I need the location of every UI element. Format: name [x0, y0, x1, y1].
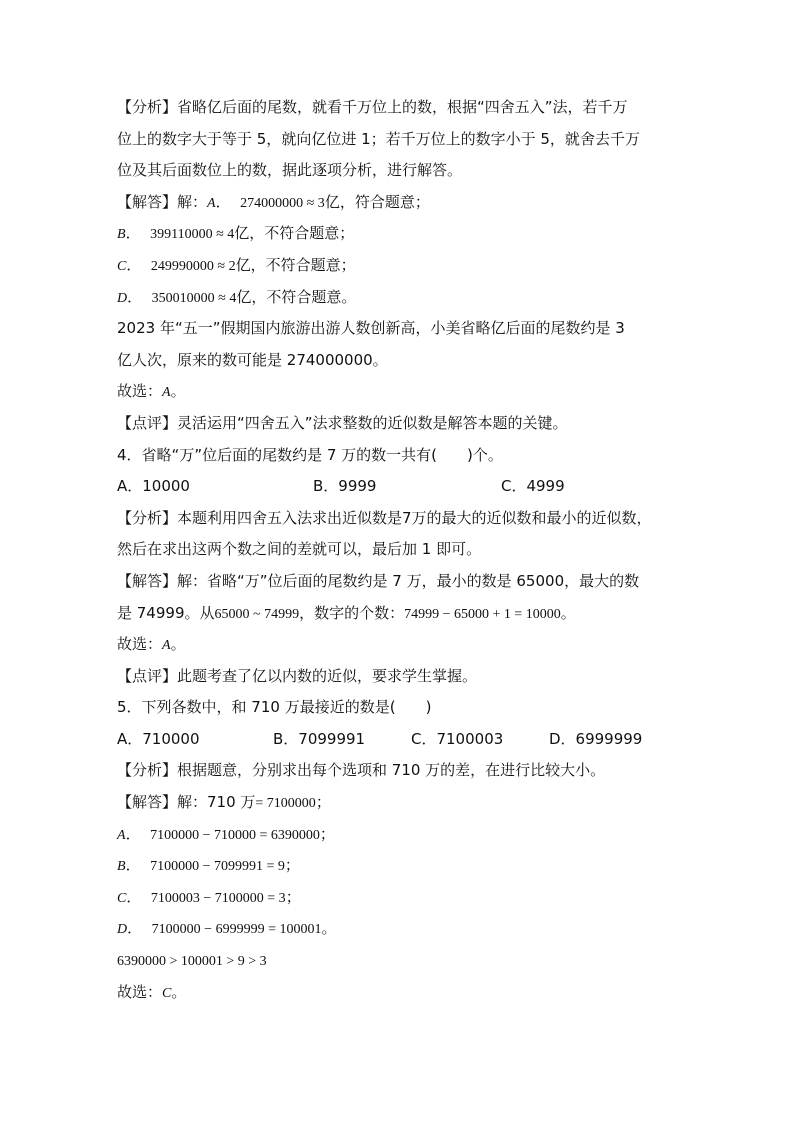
- q5-option-c[interactable]: C．7100003: [411, 729, 504, 748]
- q3-summary-1: 2023 年“五一”假期国内旅游出游人数创新高，小美省略亿后面的尾数约是 3: [117, 319, 625, 338]
- q5-diff-d: D． 7100000 − 6999999 = 100001。: [117, 919, 337, 938]
- q4-analysis-1: 【分析】本题利用四舍五入法求出近似数是7万的最大的近似数和最小的近似数，: [117, 508, 652, 527]
- q4-comment: 【点评】此题考查了亿以内数的近似，要求学生掌握。: [117, 666, 478, 685]
- analysis-line-3: 位及其后面数位上的数，据此逐项分析，进行解答。: [117, 161, 463, 180]
- q5-diff-c: C． 7100003 − 7100000 = 3；: [117, 887, 301, 906]
- analysis-line-1: 【分析】省略亿后面的尾数，就看千万位上的数，根据“四舍五入”法，若千万: [117, 98, 628, 116]
- document-page: [117, 96, 697, 1012]
- q4-stem: 4．省略“万”位后面的尾数约是 7 万的数一共有( )个。: [117, 445, 503, 464]
- q3-option-b: B． 399110000 ≈ 4亿，不符合题意；: [117, 224, 355, 243]
- q4-option-c[interactable]: C．4999: [501, 477, 565, 496]
- q5-option-b[interactable]: B．7099991: [273, 729, 366, 748]
- q4-solve-2: 是 74999。从65000 ~ 74999，数字的个数：74999 − 65000 + 1 = 10000。: [117, 603, 576, 622]
- q5-options: [117, 728, 697, 750]
- q4-option-a[interactable]: A．10000: [117, 477, 190, 496]
- q5-analysis: 【分析】根据题意，分别求出每个选项和 710 万的差，在进行比较大小。: [117, 761, 606, 780]
- q3-comment: 【点评】灵活运用“四舍五入”法求整数的近似数是解答本题的关键。: [117, 413, 568, 432]
- q4-options: [117, 475, 697, 497]
- q5-option-a[interactable]: A．710000: [117, 729, 200, 748]
- q3-option-d: D． 350010000 ≈ 4亿，不符合题意。: [117, 287, 357, 306]
- q3-solve-a: 【解答】解：A． 274000000 ≈ 3亿，符合题意；: [117, 192, 430, 211]
- q3-summary-2: 亿人次，原来的数可能是 274000000。: [117, 350, 388, 369]
- analysis-line-2: 位上的数字大于等于 5，就向亿位进 1；若千万位上的数字小于 5，就舍去千万: [117, 129, 640, 148]
- q3-option-c: C． 249990000 ≈ 2亿，不符合题意；: [117, 255, 356, 274]
- q4-solve-1: 【解答】解：省略“万”位后面的尾数约是 7 万，最小的数是 65000，最大的数: [117, 571, 640, 590]
- q5-stem: 5．下列各数中，和 710 万最接近的数是( ): [117, 698, 432, 717]
- q4-choose: 故选：A。: [117, 635, 186, 654]
- q5-diff-a: A． 7100000 − 710000 = 6390000；: [117, 824, 335, 843]
- q5-option-d[interactable]: D．6999999: [549, 729, 643, 748]
- q4-analysis-2: 然后在求出这两个数之间的差就可以，最后加 1 即可。: [117, 540, 482, 559]
- q5-solve: 【解答】解：710 万= 7100000；: [117, 793, 331, 812]
- q3-choose: 故选：A。: [117, 382, 186, 401]
- q4-option-b[interactable]: B．9999: [313, 477, 377, 496]
- q5-diff-b: B． 7100000 − 7099991 = 9；: [117, 856, 300, 875]
- q5-compare: 6390000 > 100001 > 9 > 3: [117, 954, 267, 970]
- q5-choose: 故选：C。: [117, 982, 187, 1001]
